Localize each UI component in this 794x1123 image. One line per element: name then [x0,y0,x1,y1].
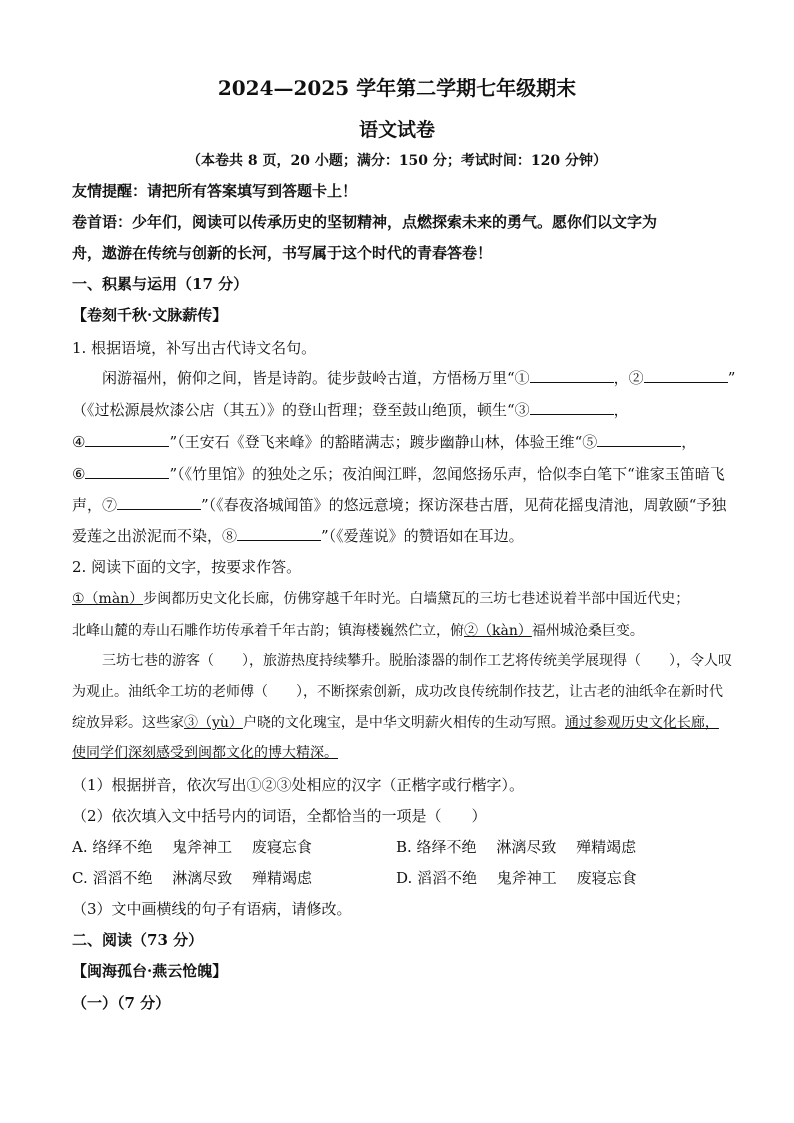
q1-line-2 [72,399,722,421]
q1-text: ”（《爱莲说》的赞语如在耳边。 [321,527,524,545]
answer-blank-7[interactable] [117,495,201,510]
q1-line-1 [72,367,752,389]
q1-text: 爱莲之出淤泥而不染，⑧ [72,527,238,545]
pinyin-blank-1: ①（màn） [72,591,144,607]
q1-line-5 [72,494,727,516]
option-b[interactable]: B. 络绎不绝 淋漓尽致 殚精竭虑 [396,838,637,856]
q2-passage-line-1 [72,588,722,610]
section1-module: 【卷刻千秋·文脉薪传】 [72,306,228,324]
passage-text: 北峰山麓的寿山石雕作坊传承着千年古韵；镇海楼巍然伫立，俯 [72,623,464,639]
q2-passage-line-5 [72,712,722,734]
exam-subtitle: 语文试卷 [358,119,435,141]
passage-text: 步闽都历史文化长廊，仿佛穿越千年时光。白墙黛瓦的三坊七巷述说着半部中国近代史； [143,591,690,607]
q1-line-4 [72,463,725,485]
passage-text: 福州城沧桑巨变。 [531,623,644,639]
q2-passage-line-3: 三坊七巷的游客（ ），旅游热度持续攀升。脱胎漆器的制作工艺将传统美学展现得（ ），令人叹 [102,653,732,669]
answer-blank-1[interactable] [530,368,614,383]
q1-text: 闲游福州，俯仰之间，皆是诗韵。徒步鼓岭古道，方悟杨万里“① [102,369,530,387]
section1-heading: 一、积累与运用（17 分） [72,275,249,293]
q1-text: ，② [613,369,644,387]
option-c[interactable]: C. 滔滔不绝 淋漓尽致 殚精竭虑 [72,869,313,887]
answer-blank-2[interactable] [644,368,728,383]
exam-title: 2024—2025 学年第二学期七年级期末 [217,76,577,100]
underlined-sentence: 通过参观历史文化长廊， [564,715,719,731]
preface-line-1: 卷首语：少年们，阅读可以传承历史的坚韧精神，点燃探索未来的勇气。愿你们以文字为 [72,213,658,231]
q1-text: （《过松源晨炊漆公店（其五）》的登山哲理；登至鼓山绝顶，顿生“③ [72,401,530,419]
option-d[interactable]: D. 滔滔不绝 鬼斧神工 废寝忘食 [396,869,637,887]
q2-sub3: （3）文中画横线的句子有语病，请修改。 [72,900,352,918]
option-a[interactable]: A. 络绎不绝 鬼斧神工 废寝忘食 [72,838,312,856]
exam-info-note: （本卷共 8 页，20 小题；满分：150 分；考试时间：120 分钟） [186,153,608,169]
q1-text: 声，⑦ [72,496,118,514]
q2-sub2: （2）依次填入文中括号内的词语，全都恰当的一项是（ ） [72,807,487,825]
passage-text: 户晓的文化瑰宝，是中华文明薪火相传的生动写照。 [242,715,565,731]
answer-blank-8[interactable] [237,526,321,541]
q1-prompt: 1. 根据语境，补写出古代诗文名句。 [72,339,317,357]
pinyin-blank-3: ③（yù） [184,715,243,731]
friendly-reminder: 友情提醒：请把所有答案填写到答题卡上！ [72,182,358,200]
answer-blank-3[interactable] [530,400,614,415]
q2-passage-line-4: 为观止。油纸伞工坊的老师傅（ ），不断探索创新，成功改良传统制作技艺，让古老的油纸伞在新时代 [72,684,723,700]
q1-text: ”（王安石《登飞来峰》的豁睹满志；踱步幽静山林，体验王维“⑤ [169,433,598,451]
q1-text: ， [613,401,629,419]
q2-passage-line-6 [72,742,722,764]
q1-text: ， [681,433,697,451]
answer-blank-6[interactable] [85,464,169,479]
answer-blank-4[interactable] [85,432,169,447]
answer-blank-5[interactable] [597,432,681,447]
q1-text: ” [727,369,736,387]
q1-text: ”（《竹里馆》的独处之乐；夜泊闽江畔，忽闻悠扬乐声，恰似李白笔下“谁家玉笛暗飞 [169,465,725,483]
section2-part: （一）（7 分） [72,994,171,1012]
underlined-sentence: 使同学们深刻感受到闽都文化的博大精深。 [72,745,338,761]
preface-line-2: 舟，遨游在传统与创新的长河，书写属于这个时代的青春答卷！ [72,244,493,262]
q1-line-3 [72,431,722,453]
q2-passage-line-2 [72,620,722,642]
q1-text: ”（《春夜洛城闻笛》的悠远意境；探访深巷古厝，见荷花摇曳清池，周敦颐“予独 [201,496,727,514]
q1-line-6 [72,525,722,547]
passage-text: 绽放异彩。这些家 [72,715,184,731]
q1-text: ④ [72,433,86,451]
q2-sub1: （1）根据拼音，依次写出①②③处相应的汉字（正楷字或行楷字）。 [72,776,525,794]
q1-text: ⑥ [72,465,86,483]
section2-module: 【闽海孤台·燕云怆魄】 [72,962,228,980]
q2-prompt: 2. 阅读下面的文字，按要求作答。 [72,558,302,576]
pinyin-blank-2: ②（kàn） [464,623,532,639]
section2-heading: 二、阅读（73 分） [72,931,204,949]
